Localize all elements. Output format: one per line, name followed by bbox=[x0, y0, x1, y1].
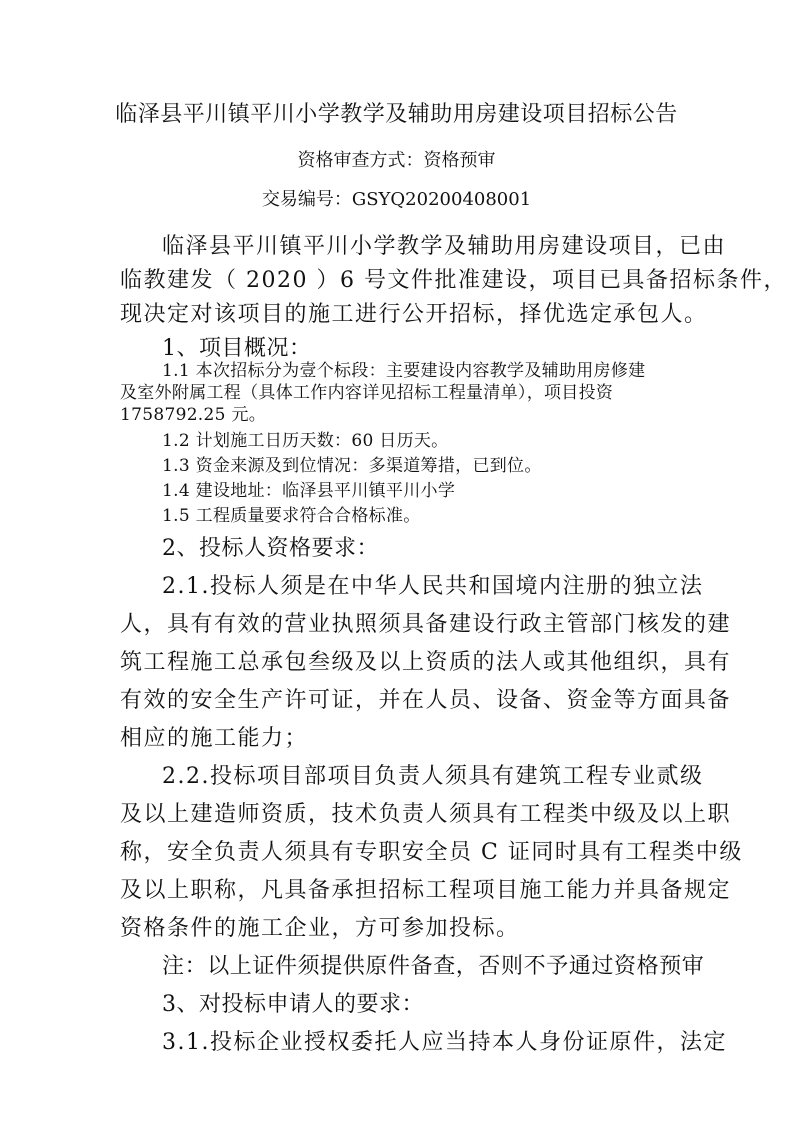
section2-line-5: 相应的施工能力； bbox=[120, 726, 309, 751]
intro-line-3: 现决定对该项目的施工进行公开招标，择优选定承包人。 bbox=[120, 302, 708, 327]
section1-item-1-1-cont: 及室外附属工程（具体工作内容详见招标工程量清单），项目投资 bbox=[120, 383, 614, 403]
section1-item-1-4: 1.4 建设地址：临泽县平川镇平川小学 bbox=[162, 481, 456, 501]
intro-line-2: 临教建发（ 2020 ）6 号文件批准建设，项目已具备招标条件， bbox=[120, 268, 787, 293]
section3-heading: 3、对投标申请人的要求： bbox=[162, 992, 424, 1017]
section2-line-6: 2.2.投标项目部项目负责人须具有建筑工程专业贰级 bbox=[162, 764, 704, 789]
section2-line-1: 2.1.投标人须是在中华人民共和国境内注册的独立法 bbox=[162, 574, 704, 599]
intro-line-1: 临泽县平川镇平川小学教学及辅助用房建设项目，已由 bbox=[162, 234, 727, 259]
review-method: 资格审查方式：资格预审 bbox=[297, 150, 496, 171]
document-title: 临泽县平川镇平川小学教学及辅助用房建设项目招标公告 bbox=[115, 102, 678, 127]
section3-line-1: 3.1.投标企业授权委托人应当持本人身份证原件，法定 bbox=[162, 1030, 727, 1055]
section1-item-1-5: 1.5 工程质量要求符合合格标准。 bbox=[162, 506, 421, 526]
section2-line-9: 及以上职称，凡具备承担招标工程项目施工能力并具备规定 bbox=[120, 878, 732, 903]
section2-line-3: 筑工程施工总承包叁级及以上资质的法人或其他组织，具有 bbox=[120, 650, 732, 675]
section1-item-1-1-end: 1758792.25 元。 bbox=[120, 405, 267, 425]
section2-line-7: 及以上建造师资质，技术负责人须具有工程类中级及以上职 bbox=[120, 802, 732, 827]
section2-line-4: 有效的安全生产许可证，并在人员、设备、资金等方面具备 bbox=[120, 688, 732, 713]
section1-item-1-3: 1.3 资金来源及到位情况：多渠道筹措，已到位。 bbox=[162, 456, 542, 476]
note: 注：以上证件须提供原件备查，否则不予通过资格预审 bbox=[162, 954, 705, 979]
section2-line-2: 人，具有有效的营业执照须具备建设行政主管部门核发的建 bbox=[120, 612, 732, 637]
section2-line-10: 资格条件的施工企业，方可参加投标。 bbox=[120, 916, 520, 941]
section1-item-1-1: 1.1 本次招标分为壹个标段：主要建设内容教学及辅助用房修建 bbox=[162, 361, 646, 381]
section1-heading: 1、项目概况： bbox=[162, 336, 312, 361]
section2-line-8: 称，安全负责人须具有专职安全员 C 证同时具有工程类中级 bbox=[120, 840, 743, 865]
section2-heading: 2、投标人资格要求： bbox=[162, 536, 379, 561]
section1-item-1-2: 1.2 计划施工日历天数：60 日历天。 bbox=[162, 431, 449, 451]
trade-number: 交易编号：GSYQ20200408001 bbox=[261, 189, 532, 210]
